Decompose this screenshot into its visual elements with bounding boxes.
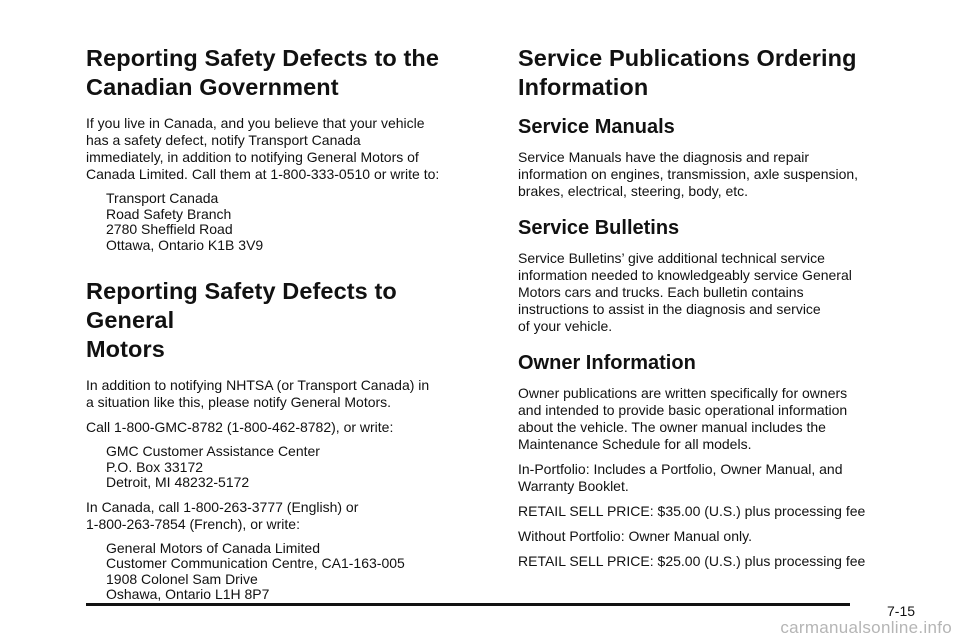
heading-owner-information: Owner Information: [518, 352, 696, 374]
watermark: carmanualsonline.info: [780, 618, 952, 637]
heading-canada-line2: Canadian Government: [86, 74, 339, 100]
heading-service-publications-line1: Service Publications Ordering: [518, 45, 857, 71]
gmc-address: GMC Customer Assistance Center P.O. Box 33172 Detroit, MI 48232-5172: [106, 443, 320, 490]
canada-call: In Canada, call 1-800-263-3777 (English) or 1-800-263-7854 (French), or write:: [86, 498, 359, 532]
left-column: [86, 44, 490, 611]
gm-canada-address: General Motors of Canada Limited Customer Communication Centre, CA1-163-005 1908 Colonel Sam Drive Oshawa, Ontario L1H 8P7: [106, 539, 405, 602]
heading-gm-line2: Motors: [86, 336, 165, 362]
heading-canada: [86, 44, 490, 102]
retail-price-without-portfolio: RETAIL SELL PRICE: $25.00 (U.S.) plus processing fee: [518, 553, 866, 569]
right-column: [518, 44, 938, 578]
page-number: 7-15: [887, 603, 916, 619]
heading-service-bulletins: Service Bulletins: [518, 217, 680, 239]
heading-service-publications: [518, 44, 938, 102]
in-portfolio-paragraph: In-Portfolio: Includes a Portfolio, Owner Manual, and Warranty Booklet.: [518, 461, 843, 494]
heading-gm-line1: Reporting Safety Defects to General: [86, 278, 397, 333]
heading-gm: [86, 277, 490, 364]
without-portfolio-paragraph: Without Portfolio: Owner Manual only.: [518, 528, 752, 544]
retail-price-with-portfolio: RETAIL SELL PRICE: $35.00 (U.S.) plus processing fee: [518, 503, 866, 519]
heading-service-publications-line2: Information: [518, 74, 649, 100]
canada-paragraph: If you live in Canada, and you believe that your vehicle has a safety defect, notify Transport Canada immediately, in addition to notifying General Motors of Canada Limited. Call them at 1-800-333-0510 or write to:: [86, 115, 440, 182]
heading-canada-line1: Reporting Safety Defects to the: [86, 45, 440, 71]
gm-paragraph: In addition to notifying NHTSA (or Transport Canada) in a situation like this, please notify General Motors.: [86, 377, 430, 410]
service-manuals-paragraph: Service Manuals have the diagnosis and repair information on engines, transmission, axle suspension, brakes, electrical, steering, body, etc.: [518, 149, 859, 199]
heading-service-manuals: Service Manuals: [518, 116, 675, 138]
owner-information-paragraph: Owner publications are written specifically for owners and intended to provide basic operational information about the vehicle. The owner manual includes the Maintenance Schedule for all models.: [518, 385, 848, 452]
transport-canada-address: Transport Canada Road Safety Branch 2780 Sheffield Road Ottawa, Ontario K1B 3V9: [106, 190, 264, 253]
service-bulletins-paragraph: Service Bulletins’ give additional technical service information needed to knowledgeably service General Motors cars and trucks. Each bulletin contains instructions to assist in the diagnosis and service of your vehicle.: [518, 250, 852, 334]
footer-rule: [86, 603, 850, 606]
gm-call: Call 1-800-GMC-8782 (1-800-462-8782), or write:: [86, 419, 394, 435]
